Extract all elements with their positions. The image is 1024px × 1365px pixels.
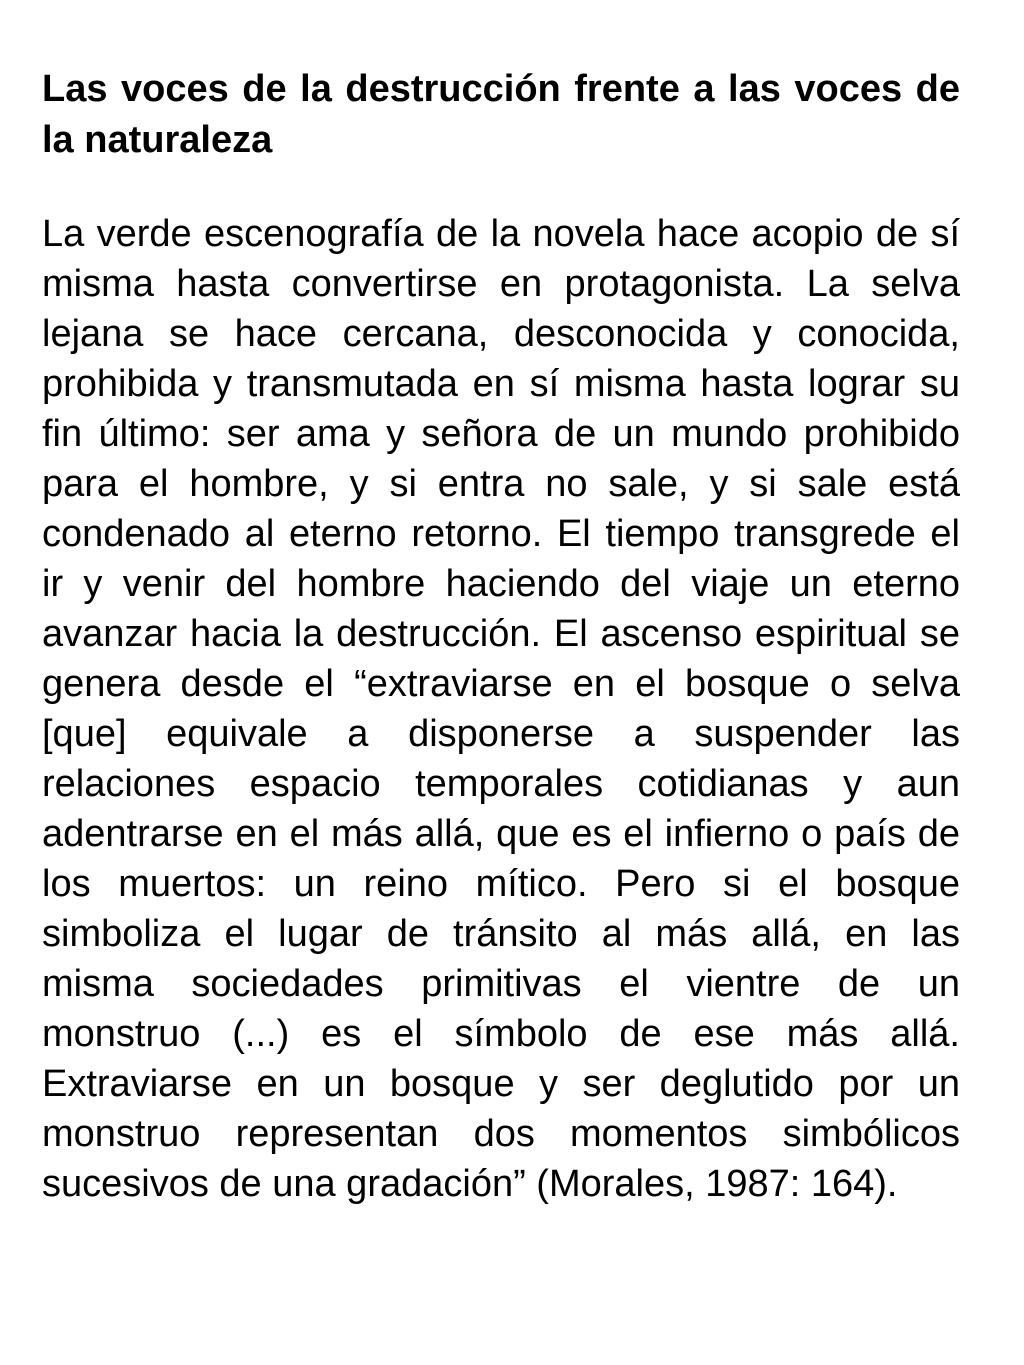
document-body-paragraph: La verde escenografía de la novela hace acopio de sí misma hasta convertirse en protagonista. La selva lejana se hace cercana, desconocida y conocida, prohibida y transmutada en sí misma hasta lograr su fin último: ser ama y señora de un mundo prohibido para el hombre, y si entra no sale, y si sale está condenado al eterno retorno. El tiempo transgrede el ir y venir del hombre haciendo del viaje un eterno avanzar hacia la destrucción. El ascenso espiritual se genera desde el “extraviarse en el bosque o selva [que] equivale a disponerse a suspender las relaciones espacio temporales cotidianas y aun adentrarse en el más allá, que es el infierno o país de los muertos: un reino mítico. Pero si el bosque simboliza el lugar de tránsito al más allá, en las misma sociedades primitivas el vientre de un monstruo (...) es el símbolo de ese más allá. Extraviarse en un bosque y ser deglutido por un monstruo representan dos momentos simbólicos sucesivos de una gradación” (Morales, 1987: 164).	[42, 213, 960, 1205]
document-title: Las voces de la destrucción frente a las voces de la naturaleza	[42, 68, 960, 161]
document-page	[42, 64, 960, 1209]
